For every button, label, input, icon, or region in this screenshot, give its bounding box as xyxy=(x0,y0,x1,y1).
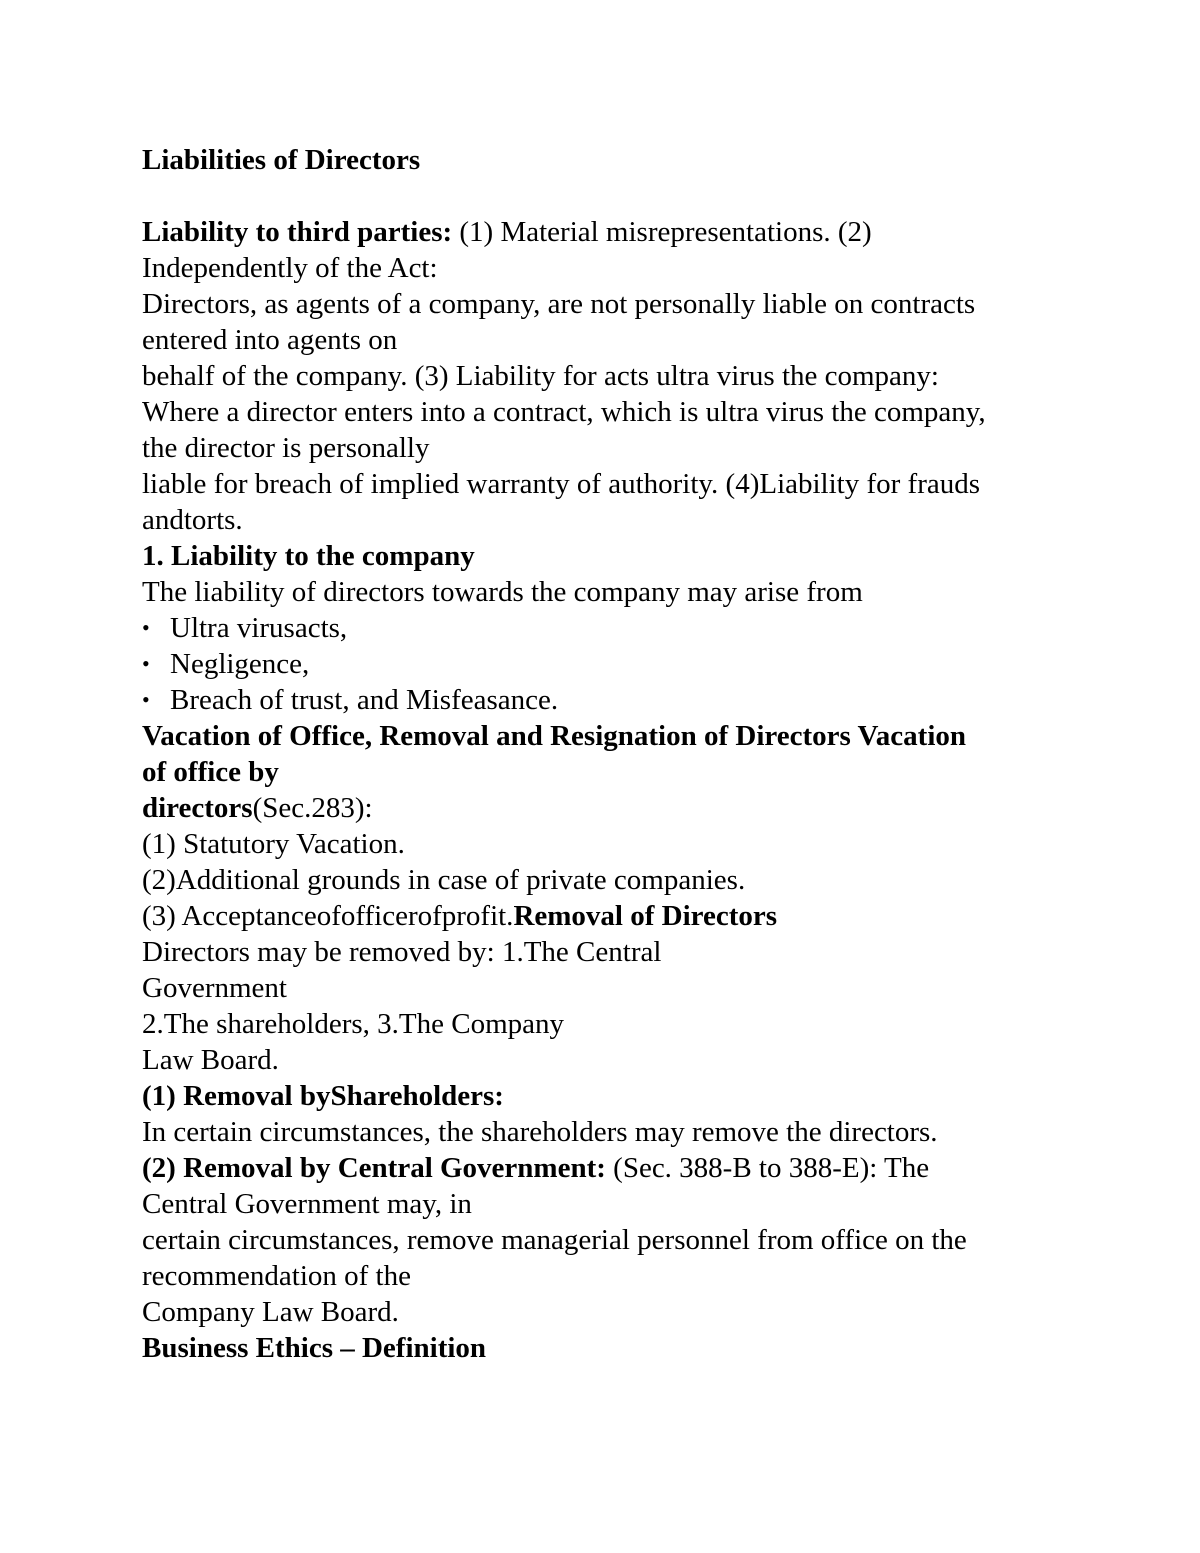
removal-government-section xyxy=(142,1150,1072,1330)
removal-government-section-ref: (Sec. 388-B to 388-E): The xyxy=(605,1152,930,1184)
third-parties-line-3: Directors, as agents of a company, are not personally liable on contracts xyxy=(142,288,976,320)
removal-government-heading: (2) Removal by Central Government: xyxy=(142,1152,606,1184)
third-parties-line-1-text: (1) Material misrepresentations. (2) xyxy=(452,216,872,248)
third-parties-heading: Liability to third parties: xyxy=(142,216,453,248)
removal-shareholders-text: In certain circumstances, the shareholders may remove the directors. xyxy=(142,1116,938,1148)
third-parties-line-1 xyxy=(142,214,1072,250)
liability-to-company-section xyxy=(142,538,1072,718)
vacation-heading-line-1: Vacation of Office, Removal and Resignation of Directors Vacation xyxy=(142,720,967,752)
vacation-item-3 xyxy=(142,898,1072,934)
removal-shareholders-section xyxy=(142,1078,1072,1150)
third-parties-line-9: andtorts. xyxy=(142,504,243,536)
removal-government-line-4: recommendation of the xyxy=(142,1260,411,1292)
vacation-heading-line-2: of office by xyxy=(142,756,279,788)
liability-to-company-heading: 1. Liability to the company xyxy=(142,540,475,572)
removal-government-line-2: Central Government may, in xyxy=(142,1188,472,1220)
removal-government-line-1 xyxy=(142,1150,1072,1186)
removed-by-line-2: Government xyxy=(142,972,287,1004)
vacation-item-2: (2)Additional grounds in case of private companies. xyxy=(142,864,746,896)
vacation-heading-line-3 xyxy=(142,790,1072,826)
third-parties-line-6: Where a director enters into a contract, which is ultra virus the company, xyxy=(142,396,986,428)
removal-government-line-3: certain circumstances, remove managerial personnel from office on the xyxy=(142,1224,967,1256)
vacation-item-1: (1) Statutory Vacation. xyxy=(142,828,405,860)
document-title: Liabilities of Directors xyxy=(142,144,421,176)
list-item: • Negligence, xyxy=(142,646,1072,682)
vacation-heading-section-ref: (Sec.283): xyxy=(252,792,373,824)
third-parties-line-8: liable for breach of implied warranty of authority. (4)Liability for frauds xyxy=(142,468,981,500)
removed-by-line-3: 2.The shareholders, 3.The Company xyxy=(142,1008,565,1040)
removal-government-line-5: Company Law Board. xyxy=(142,1296,399,1328)
vacation-heading-directors: directors xyxy=(142,792,253,824)
liability-bullet-list xyxy=(142,610,1072,718)
third-parties-line-2: Independently of the Act: xyxy=(142,252,438,284)
removal-shareholders-heading: (1) Removal byShareholders: xyxy=(142,1080,504,1112)
removal-of-directors-heading: Removal of Directors xyxy=(513,900,778,932)
business-ethics-heading: Business Ethics – Definition xyxy=(142,1332,487,1364)
vacation-item-3-text: (3) Acceptanceofofficerofprofit. xyxy=(142,900,514,932)
list-item: • Ultra virusacts, xyxy=(142,610,1072,646)
third-parties-line-5: behalf of the company. (3) Liability for acts ultra virus the company: xyxy=(142,360,939,392)
third-parties-section xyxy=(142,214,1072,538)
third-parties-line-4: entered into agents on xyxy=(142,324,398,356)
list-item: • Breach of trust, and Misfeasance. xyxy=(142,682,1072,718)
removed-by-line-4: Law Board. xyxy=(142,1044,279,1076)
document-body xyxy=(142,142,1072,1366)
third-parties-line-7: the director is personally xyxy=(142,432,430,464)
vacation-section xyxy=(142,718,1072,1078)
removed-by-line-1: Directors may be removed by: 1.The Central xyxy=(142,936,662,968)
liability-to-company-intro: The liability of directors towards the company may arise from xyxy=(142,576,863,608)
